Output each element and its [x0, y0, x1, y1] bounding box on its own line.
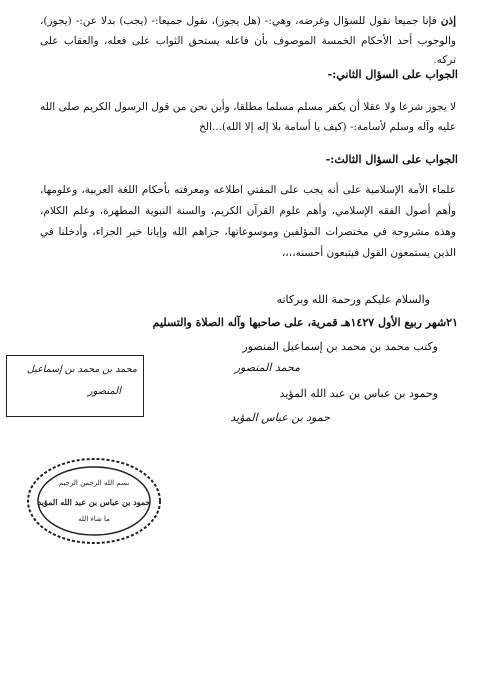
paragraph-2: لا يجوز شرعا ولا عقلا أن يكفر مسلم مسلما مطلقا، وأين نحن من قول الرسول الكريم صلى الله عليه وآله وسلم لأسامة:- (كيف يا أسامة بلا إله إلا الله)...الخ — [40, 101, 456, 133]
signature-2: حمود بن عباس المؤيد — [230, 411, 330, 424]
paragraph-1-text: فإنا جميعا نقول للسؤال وغرضه، وهي:- (هل يجوز)، نقول جميعا:- (يجب) بدلا عن:- (يجوز)، والوجوب أحد الأحكام الخمسة الموصوف بأن فاعله يستحق الثواب على فعله، والعقاب على تركه. — [40, 15, 456, 66]
stamp-line-1: محمد بن محمد بن إسماعيل — [27, 364, 137, 375]
rectangular-stamp — [6, 355, 144, 417]
paragraph-1 — [40, 12, 456, 71]
heading-answer-3: الجواب على السؤال الثالث:- — [325, 153, 458, 166]
seal-top-text: بسم الله الرحمن الرحيم — [58, 479, 130, 487]
stamp-line-2: المنصور — [87, 386, 121, 397]
seal-bottom-text: ما شاء الله — [78, 515, 110, 523]
seal-middle-text: حمود بن عباس بن عبد الله المؤيد — [37, 497, 151, 507]
oval-seal — [24, 455, 164, 547]
closing-salutation: والسلام عليكم ورحمة الله وبركاته — [276, 293, 430, 306]
heading-answer-2: الجواب على السؤال الثاني:- — [327, 68, 458, 81]
signature-1: محمد المنصور — [234, 361, 300, 374]
paragraph-1-lead: إذن — [440, 15, 457, 27]
signer-2-name: وحمود بن عباس بن عبد الله المؤيد — [279, 387, 438, 400]
closing-date: ٢١شهر ربيع الأول ١٤٢٧هـ قمرية، على صاحبها وآله الصلاة والتسليم — [152, 316, 458, 329]
paragraph-3: علماء الأمة الإسلامية على أنه يجب على المفتي اطلاعه ومعرفته بأحكام اللغة العربية، وعلومها، وأهم أصول الفقه الإسلامي، وأهم علوم القرآن الكريم، والسنة النبوية المطهرة، وعلم الكلام، وهذه مشروحة في مختصرات المؤلفين وموسوعاتها، جزاهم الله وإيانا خير الجزاء، وأدخلنا في الذين يستمعون القول فيتبعون أحسنه،،،، — [40, 184, 456, 259]
signer-1-name: وكتب محمد بن محمد بن إسماعيل المنصور — [242, 340, 438, 353]
